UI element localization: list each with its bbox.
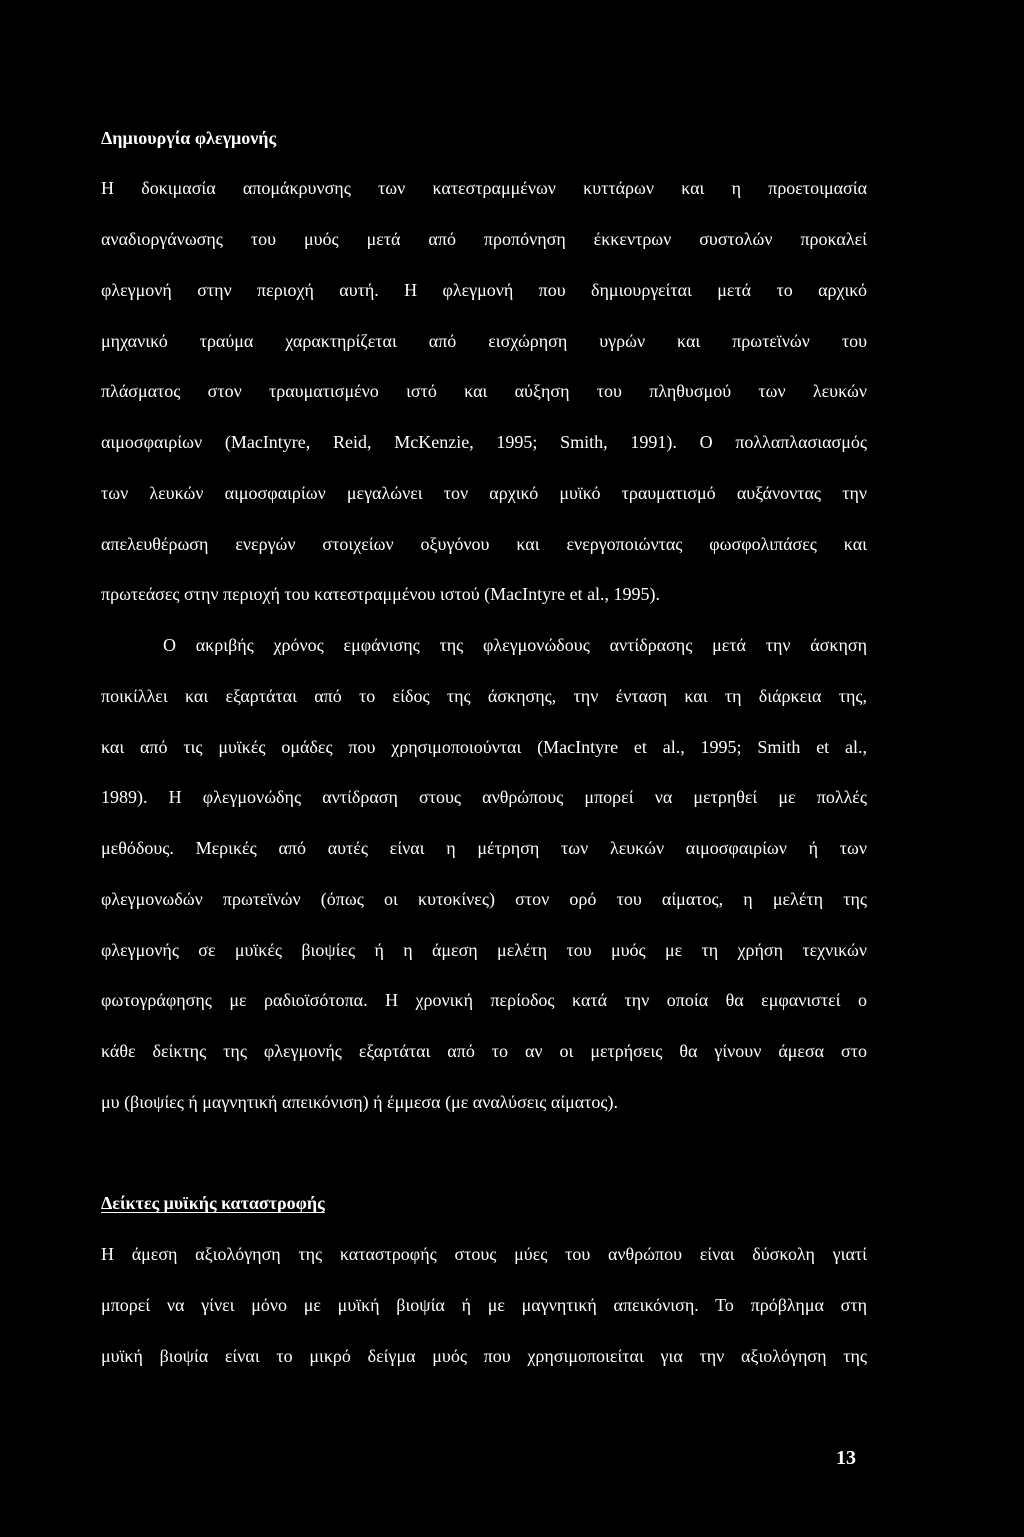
text-line: μεθόδους. Μερικές από αυτές είναι η μέτρηση των λευκών αιμοσφαιρίων ή των [101,838,867,859]
text-line: μπορεί να γίνει μόνο με μυϊκή βιοψία ή με μαγνητική απεικόνιση. Το πρόβλημα στη [101,1294,867,1315]
page-number: 13 [836,1447,856,1469]
text-line: πρωτεάσες στην περιοχή του κατεστραμμένου ιστού (MacIntyre et al., 1995). [101,584,661,605]
text-line: φλεγμονή στην περιοχή αυτή. Η φλεγμονή που δημιουργείται μετά το αρχικό [101,279,867,300]
paragraph [101,1229,867,1381]
text-line: αναδιοργάνωσης του μυός μετά από προπόνηση έκκεντρων συστολών προκαλεί [101,229,867,250]
text-line: Η δοκιμασία απομάκρυνσης των κατεστραμμένων κυττάρων και η προετοιμασία [101,178,867,199]
text-line: των λευκών αιμοσφαιρίων μεγαλώνει τον αρχικό μυϊκό τραυματισμό αυξάνοντας την [101,482,867,503]
text-line: μηχανικό τραύμα χαρακτηρίζεται από εισχώρηση υγρών και πρωτεϊνών του [101,330,867,351]
text-line: μυϊκή βιοψία είναι το μικρό δείγμα μυός που χρησιμοποιείται για την αξιολόγηση της [101,1345,867,1366]
paragraph [101,163,867,620]
text-line: φλεγμονωδών πρωτεϊνών (όπως οι κυτοκίνες) στον ορό του αίματος, η μελέτη της [101,888,867,909]
section-heading-text: Δείκτες μυϊκής καταστροφής [101,1193,325,1214]
text-line: 1989). Η φλεγμονώδης αντίδραση στους ανθρώπους μπορεί να μετρηθεί με πολλές [101,787,867,808]
body-text [101,113,867,1382]
text-line: φλεγμονής σε μυϊκές βιοψίες ή η άμεση μελέτη του μυός με τη χρήση τεχνικών [101,939,867,960]
text-line: αιμοσφαιρίων (MacIntyre, Reid, McKenzie, 1995; Smith, 1991). Ο πολλαπλασιασμός [101,432,867,453]
text-line: κάθε δείκτης της φλεγμονής εξαρτάται από το αν οι μετρήσεις θα γίνουν άμεσα στο [101,1041,867,1062]
paragraph-spacer [101,1128,867,1179]
text-line: Ο ακριβής χρόνος εμφάνισης της φλεγμονώδους αντίδρασης μετά την άσκηση [163,635,867,656]
section-heading-inflammation [101,113,867,164]
text-line: μυ (βιοψίες ή μαγνητική απεικόνιση) ή έμμεσα (με αναλύσεις αίματος). [101,1091,619,1112]
text-line: ποικίλλει και εξαρτάται από το είδος της άσκησης, την ένταση και τη διάρκεια της, [101,685,867,706]
text-line: φωτογράφησης με ραδιοϊσότοπα. Η χρονική περίοδος κατά την οποία θα εμφανιστεί ο [101,990,867,1011]
text-line: πλάσματος στον τραυματισμένο ιστό και αύξηση του πληθυσμού των λευκών [101,381,867,402]
section-heading-muscle-damage-markers [101,1178,867,1229]
text-line: απελευθέρωση ενεργών στοιχείων οξυγόνου και ενεργοποιώντας φωσφολιπάσες και [101,533,867,554]
text-line: και από τις μυϊκές ομάδες που χρησιμοποιούνται (MacIntyre et al., 1995; Smith et al., [101,736,867,757]
section-heading-text: Δημιουργία φλεγμονής [101,127,277,148]
paragraph [101,620,867,1128]
text-line: Η άμεση αξιολόγηση της καταστροφής στους μύες του ανθρώπου είναι δύσκολη γιατί [101,1244,867,1265]
